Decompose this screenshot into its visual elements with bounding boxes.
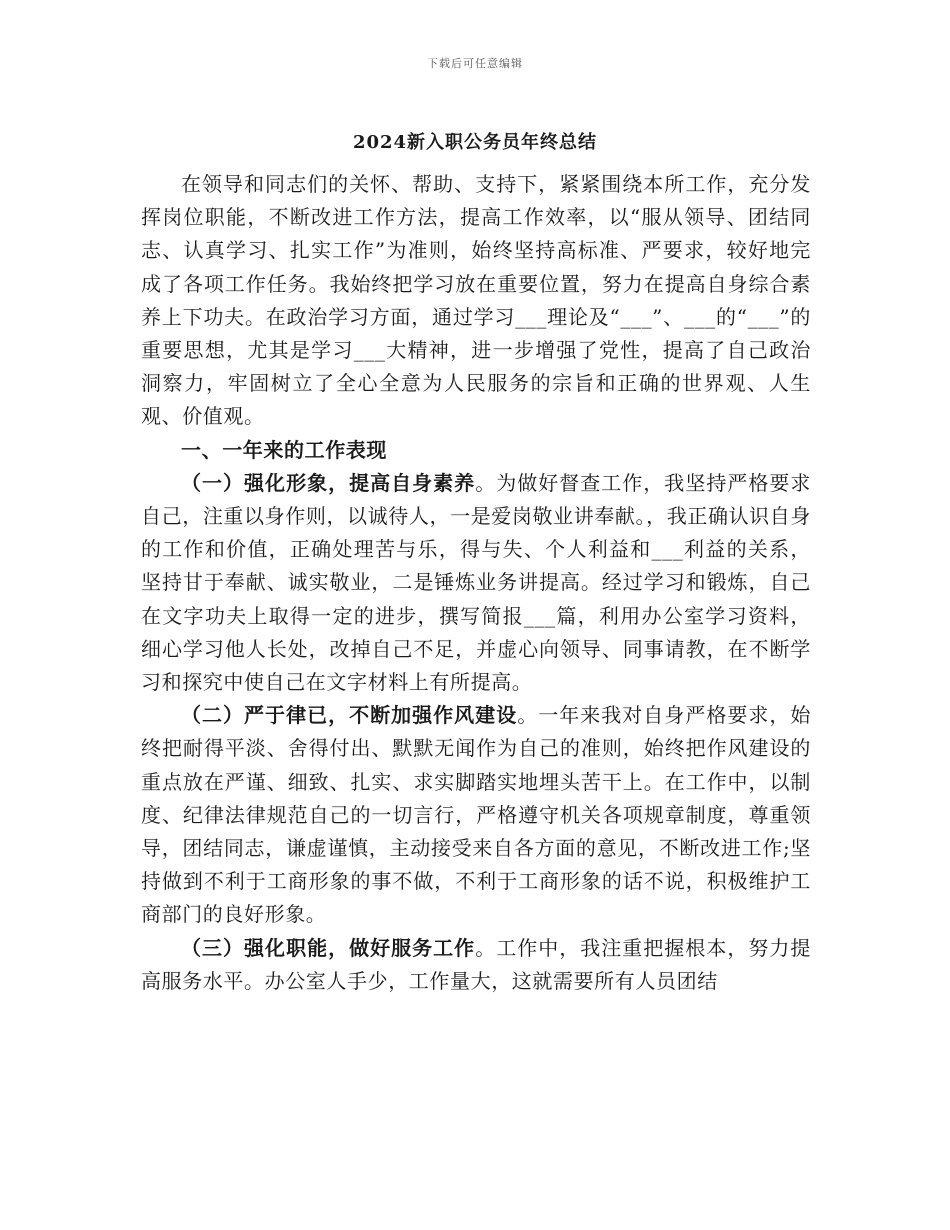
subsection-lead-1: （一）强化形象，提高自身素养	[181, 470, 476, 495]
subsection-body-2: 。一年来我对自身严格要求，始终把耐得平淡、舍得付出、默默无闻作为自己的准则，始终把作风建设的重点放在严谨、细致、扎实、求实脚踏实地埋头苦干上。在工作中，以制度、纪律法律规范自己的一切言行，严格遵守机关各项规章制度，尊重领导，团结同志，谦虚谨慎，主动接受来自各方面的意见，不断改进工作;坚持做到不利于工商形象的事不做，不利于工商形象的话不说，积极维护工商部门的良好形象。	[141, 703, 811, 927]
subsection-lead-2: （二）严于律已，不断加强作风建设	[181, 703, 518, 728]
subsection-lead-3: （三）强化职能，做好服务工作	[181, 935, 476, 960]
subsection-body-1: 。为做好督查工作，我坚持严格要求自己，注重以身作则，以诚待人，一是爱岗敬业讲奉献。，我正确认识自身的工作和价值，正确处理苦与乐，得与失、个人利益和___利益的关系，坚持甘于奉献、诚实敬业，二是锤炼业务讲提高。经过学习和锻炼，自己在文字功夫上取得一定的进步，撰写简报___篇，利用办公室学习资料，细心学习他人长处，改掉自己不足，并虚心向领导、同事请教，在不断学习和探究中使自己在文字材料上有所提高。	[141, 470, 811, 695]
subsection-paragraph-1	[141, 467, 811, 699]
subsection-body-3: 。工作中，我注重把握根本，努力提高服务水平。办公室人手少，工作量大，这就需要所有人员团结	[141, 935, 811, 993]
subsection-paragraph-2	[141, 699, 811, 931]
header-note: 下载后可任意编辑	[427, 57, 523, 70]
document-body	[141, 168, 811, 998]
intro-paragraph: 在领导和同志们的关怀、帮助、支持下，紧紧围绕本所工作，充分发挥岗位职能，不断改进工作方法，提高工作效率，以“服从领导、团结同志、认真学习、扎实工作”为准则，始终坚持高标准、严要求，较好地完成了各项工作任务。我始终把学习放在重要位置，努力在提高自身综合素养上下功夫。在政治学习方面，通过学习___理论及“___”、___的“___”的重要思想，尤其是学习___大精神，进一步增强了党性，提高了自己政治洞察力，牢固树立了全心全意为人民服务的宗旨和正确的世界观、人生观、价值观。	[141, 172, 811, 429]
section-heading-1: 一、一年来的工作表现	[181, 437, 387, 462]
subsection-paragraph-3	[141, 932, 811, 998]
document-title: 2024新入职公务员年终总结	[352, 132, 598, 153]
